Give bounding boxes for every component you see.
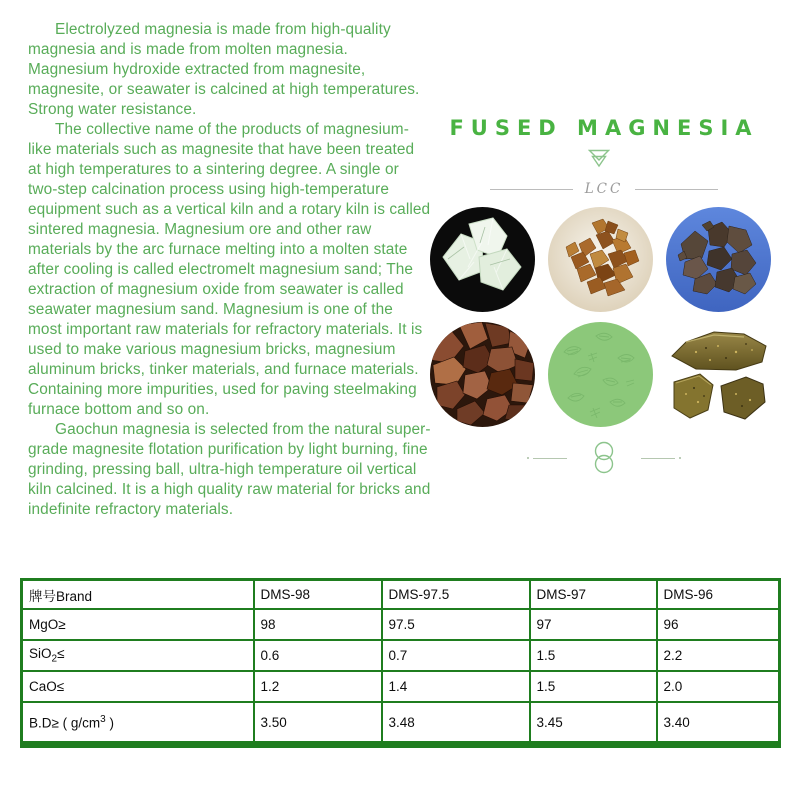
spec-row-mgo — [22, 609, 780, 640]
cao-value-dms975: 1.4 — [382, 671, 530, 702]
page-title: FUSED MAGNESIA — [449, 116, 759, 141]
header-cell-dms97: DMS-97 — [530, 580, 657, 610]
sio2-value-dms96: 2.2 — [657, 640, 780, 671]
spec-row-bd — [22, 702, 780, 745]
divider-line-right — [635, 189, 718, 190]
mgo-value-dms96: 96 — [657, 609, 780, 640]
product-image-red-rocks[interactable] — [430, 322, 535, 427]
ornament-line-right — [641, 458, 675, 459]
row-label-cao: CaO≤ — [22, 671, 254, 702]
dark-lumps-image — [666, 207, 771, 312]
product-image-dark-lumps-blue[interactable] — [666, 207, 771, 312]
sio2-value-dms975: 0.7 — [382, 640, 530, 671]
spec-table — [20, 578, 781, 748]
header-cell-dms98: DMS-98 — [254, 580, 382, 610]
lcc-divider — [430, 180, 778, 198]
red-rocks-image — [430, 322, 535, 427]
header-cell-dms96: DMS-96 — [657, 580, 780, 610]
amber-granules-image — [548, 207, 653, 312]
header-cell-brand: 牌号Brand — [22, 580, 254, 610]
row-label-sio2: SiO$_2$≤ — [22, 640, 254, 671]
ornament-line-left — [533, 458, 567, 459]
cao-value-dms98: 1.2 — [254, 671, 382, 702]
header-cell-dms975: DMS-97.5 — [382, 580, 530, 610]
intro-paragraph-1: Electrolyzed magnesia is made from high-quality magnesia and is made from molten magnesia. Magnesium hydroxide extracted from magnesite, magnesite, or seawater is calcined at high temperatures. Strong water resistance. — [28, 21, 420, 118]
bd-value-dms975: 3.48 — [382, 702, 530, 745]
triangle-ornament-icon — [588, 149, 610, 168]
bd-value-dms98: 3.50 — [254, 702, 382, 745]
ornament-dot-left — [527, 457, 529, 459]
mgo-value-dms97: 97 — [530, 609, 657, 640]
mgo-value-dms975: 97.5 — [382, 609, 530, 640]
spec-table-header-row — [22, 580, 780, 610]
product-image-gallery — [430, 207, 771, 427]
cao-value-dms97: 1.5 — [530, 671, 657, 702]
sio2-value-dms98: 0.6 — [254, 640, 382, 671]
olive-slabs-image — [666, 322, 771, 427]
cao-value-dms96: 2.0 — [657, 671, 780, 702]
mgo-value-dms98: 98 — [254, 609, 382, 640]
rings-ornament — [430, 440, 778, 476]
rings-ornament-icon — [591, 441, 617, 475]
spec-row-sio2 — [22, 640, 780, 671]
intro-paragraph-3: Gaochun magnesia is selected from the natural super-grade magnesite flotation purification by light burning, fine grinding, pressing ball, ultra-high temperature oil vertical kiln calcined. It is a high quality raw material for bricks and indefinite refractory materials. — [28, 421, 431, 518]
spec-row-cao — [22, 671, 780, 702]
sio2-value-dms97: 1.5 — [530, 640, 657, 671]
product-image-green-circle[interactable] — [548, 322, 653, 427]
bd-value-dms96: 3.40 — [657, 702, 780, 745]
product-image-amber-granules[interactable] — [548, 207, 653, 312]
row-label-bd: B.D≥ ( $g/cm^3$ ) — [22, 702, 254, 745]
green-pattern-image — [548, 322, 653, 427]
product-image-olive-slabs[interactable] — [666, 322, 771, 427]
white-crystals-image — [430, 207, 535, 312]
product-image-white-crystals[interactable] — [430, 207, 535, 312]
lcc-brand-text: LCC — [584, 181, 624, 197]
divider-line-left — [490, 189, 573, 190]
intro-text-block — [28, 20, 431, 520]
row-label-mgo: MgO≥ — [22, 609, 254, 640]
bd-value-dms97: 3.45 — [530, 702, 657, 745]
intro-paragraph-2: The collective name of the products of magnesium-like materials such as magnesite that have been treated at high temperatures to a sintering degree. A single or two-step calcination process using high-temperature equipment such as a vertical kiln and a rotary kiln is called sintered magnesia. Magnesium ore and other raw materials by the arc furnace melting into a molten state after cooling is called electromelt magnesium sand; The extraction of magnesium oxide from seawater is called seawater magnesium sand. Magnesium is one of the most important raw materials for refractory materials. It is used to make various magnesium bricks, magnesium aluminum bricks, tinker materials, and furnace materials. Containing more impurities, used for paving steelmaking furnace bottom and so on. — [28, 121, 431, 418]
ornament-dot-right — [679, 457, 681, 459]
